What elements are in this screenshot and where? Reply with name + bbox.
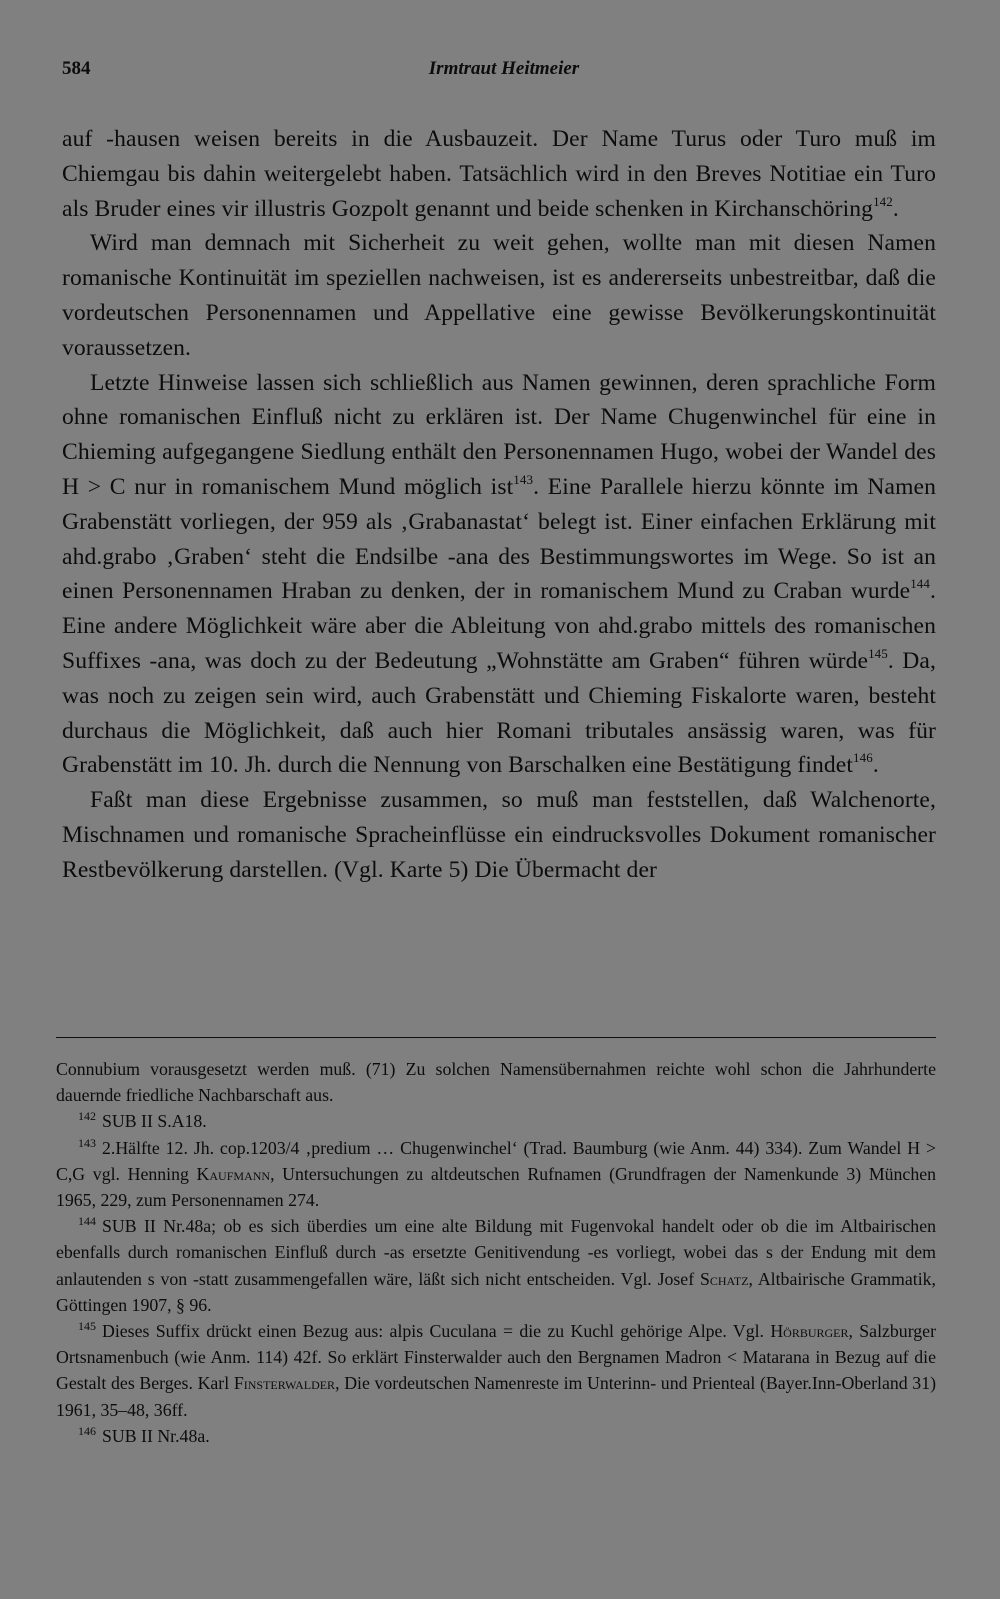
- page-number: 584: [62, 58, 91, 79]
- footnote-number: 142: [78, 1109, 96, 1124]
- footnote-text: SUB II Nr.48a; ob es sich überdies um eine alte Bildung mit Fugenvokal handelt oder ob die im Altbairischen ebenfalls durch romanischen Einfluß durch -as ersetzte Genitivendung -es vorliegt, wobei das s der Endung mit dem anlautenden s von -statt zusammengefallen wäre, läßt sich nicht entscheiden. Vgl. Josef: [56, 1216, 936, 1289]
- footnote-ref-142: 142: [873, 193, 893, 209]
- paragraph-1-text: auf -hausen weisen bereits in die Ausbauzeit. Der Name Turus oder Turo muß im Chiemgau bis dahin weitergelebt haben. Tatsächlich wird in den Breves Notitiae ein Turo als Bruder eines vir illustris Gozpolt genannt und beide schenken in Kirchanschöring: [62, 126, 936, 222]
- footnote-number: 143: [78, 1135, 96, 1150]
- author-name: Hörburger: [770, 1321, 849, 1342]
- footnotes: [56, 1056, 936, 1449]
- paragraph-3-text-a: Letzte Hinweise lassen sich schließlich aus Namen gewinnen, deren sprachliche Form ohne romanischen Einfluß nicht zu erklären ist. Der Name Chugenwinchel für eine in Chieming aufgegangene Siedlung enthält den Personennamen Hugo, wobei der Wandel des H > C nur in romanischem Mund möglich ist: [62, 369, 936, 500]
- footnote-divider: [56, 1037, 936, 1038]
- running-head: Irmtraut Heitmeier: [428, 58, 580, 79]
- footnote-144: [56, 1213, 936, 1318]
- footnote-number: 145: [78, 1319, 96, 1334]
- paragraph-3-text-d: . Da, was noch zu zeigen sein wird, auch Grabenstätt und Chieming Fiskalorte waren, besteht durchaus die Möglichkeit, daß auch hier Romani tributales ansässig waren, was für Grabenstätt im 10. Jh. durch die Nennung von Barschalken eine Bestätigung findet: [62, 647, 936, 779]
- author-name: Finsterwalder: [233, 1373, 336, 1394]
- footnote-text: , Untersuchungen zu altdeutschen Rufnamen (Grundfragen der Namenkunde 3) München 1965, 229, zum Personennamen 274.: [56, 1163, 936, 1211]
- footnote-146: [56, 1423, 936, 1449]
- footnote-ref-145: 145: [868, 645, 888, 661]
- footnote-145: [56, 1318, 936, 1423]
- footnote-ref-143: 143: [513, 471, 534, 487]
- footnote-ref-144: 144: [910, 576, 930, 592]
- paragraph-3-text-c: . Eine andere Möglichkeit wäre aber die Ableitung von ahd.grabo mittels des romanischen Suffixes -ana, was doch zu der Bedeutung „Wohnstätte am Graben“ führen würde: [62, 578, 936, 674]
- footnote-continuation: Connubium vorausgesetzt werden muß. (71) Zu solchen Namensübernahmen reichte wohl schon die Jahrhunderte dauernde friedliche Nachbarschaft aus.: [56, 1059, 936, 1106]
- paragraph-3-text-b: . Eine Parallele hierzu könnte im Namen Grabenstätt vorliegen, der 959 als ‚Grabanastat‘ belegt ist. Einer einfachen Erklärung mit ahd.grabo ‚Graben‘ steht die Endsilbe -ana des Bestimmungswortes im Wege. So ist an einen Personennamen Hraban zu denken, der in romanischem Mund zu Craban wurde: [62, 473, 936, 605]
- footnote-number: 146: [78, 1423, 96, 1438]
- paragraph-1: [62, 122, 936, 226]
- footnote-text: SUB II Nr.48a.: [102, 1425, 210, 1446]
- main-text: [62, 122, 936, 888]
- footnote-143: [56, 1135, 936, 1214]
- footnote-text: SUB II S.A18.: [102, 1111, 207, 1132]
- paragraph-4: Faßt man diese Ergebnisse zusammen, so muß man feststellen, daß Walchenorte, Mischnamen und romanische Spracheinflüsse ein eindrucksvolles Dokument romanischer Restbevölkerung darstellen. (Vgl. Karte 5) Die Übermacht der: [62, 787, 936, 883]
- footnote-text: , Altbairische Grammatik, Göttingen 1907, § 96.: [56, 1268, 936, 1315]
- paragraph-3-end: .: [872, 752, 879, 779]
- footnote-ref-146: 146: [853, 750, 873, 766]
- author-name: Kaufmann: [196, 1163, 271, 1184]
- footnote-142: [56, 1108, 936, 1134]
- footnote-text: , Salzburger Ortsnamenbuch (wie Anm. 114) 42f. So erklärt Finsterwalder auch den Bergnamen Madron < Matarana in Bezug auf die Gestalt des Berges. Karl: [56, 1321, 936, 1394]
- footnote-text: 2.Hälfte 12. Jh. cop.1203/4 ‚predium … Chugenwinchel‘ (Trad. Baumburg (wie Anm. 44) 334). Zum Wandel H > C,G vgl. Henning: [56, 1137, 936, 1184]
- footnote-text: , Die vordeutschen Namenreste im Unterinn- und Prienteal (Bayer.Inn-Oberland 31) 1961, 35–48, 36ff.: [56, 1373, 937, 1420]
- footnote-text: Dieses Suffix drückt einen Bezug aus: alpis Cuculana = die zu Kuchl gehörige Alpe. Vgl.: [102, 1321, 771, 1342]
- author-name: Schatz: [699, 1268, 749, 1289]
- paragraph-2: Wird man demnach mit Sicherheit zu weit gehen, wollte man mit diesen Namen romanische Kontinuität im speziellen nachweisen, ist es andererseits unbestreitbar, daß die vordeutschen Personennamen und Appellative eine gewisse Bevölkerungskontinuität voraussetzen.: [62, 230, 936, 361]
- paragraph-1-end: .: [892, 195, 899, 222]
- paragraph-3: [62, 366, 936, 784]
- footnote-number: 144: [78, 1214, 96, 1229]
